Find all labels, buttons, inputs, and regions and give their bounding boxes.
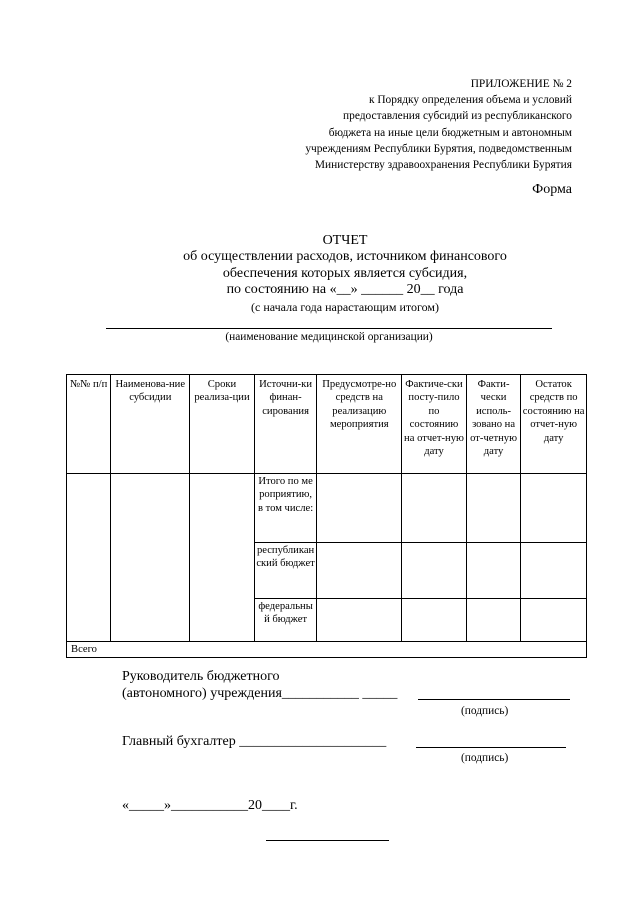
total-row [67, 642, 587, 658]
report-subtitle: (с начала года нарастающим итогом) [251, 299, 439, 314]
table-header-row [67, 375, 587, 474]
table-cell [402, 474, 467, 543]
organization-name-caption: (наименование медицинской организации) [225, 331, 433, 343]
table-cell [466, 474, 521, 543]
table-cell [402, 599, 467, 642]
signature-caption: (подпись) [461, 752, 509, 764]
source-cell: Итого по мероприятию, в том числе: [254, 474, 317, 543]
director-signature-line [418, 699, 570, 700]
table-cell [402, 543, 467, 599]
form-label: Форма [532, 182, 572, 197]
appendix-line: учреждениям Республики Бурятия, подведомственным [305, 142, 572, 155]
header-cell: Наименова-ние субсидии [111, 375, 190, 474]
appendix-line: бюджета на иные цели бюджетным и автономным [328, 126, 572, 139]
accountant-signature-line [416, 747, 566, 748]
table-cell [521, 474, 587, 543]
stamp-line [266, 840, 389, 841]
appendix-line: предоставления субсидий из республиканского [343, 110, 572, 123]
accountant-signature: Главный бухгалтер _____________________ [122, 734, 387, 749]
header-cell: Фактиче-ски посту-пило по состоянию на отчет-ную дату [402, 375, 467, 474]
date-line: «_____»___________20____г. [122, 798, 298, 813]
signature-caption: (подпись) [461, 705, 509, 717]
report-title-line: по состоянию на «__» ______ 20__ года [226, 282, 464, 298]
source-cell: федеральный бюджет [254, 599, 317, 642]
appendix-block [250, 76, 572, 173]
header-cell: Сроки реализа-ции [190, 375, 255, 474]
report-table [66, 374, 587, 658]
total-label: Всего [67, 642, 587, 658]
report-title-block [110, 232, 580, 315]
header-cell: Источни-ки финан-сирования [254, 375, 317, 474]
director-title-line2: (автономного) учреждения___________ _____ [122, 686, 398, 701]
header-cell: Факти-чески исполь-зовано на от-четную дату [466, 375, 521, 474]
director-signature-block [122, 668, 397, 702]
table-cell [67, 474, 111, 642]
header-cell: Остаток средств по состоянию на отчет-ную дату [521, 375, 587, 474]
report-title-line: обеспечения которых является субсидия, [222, 265, 468, 281]
source-cell: республиканский бюджет [254, 543, 317, 599]
table-cell [317, 599, 402, 642]
appendix-title: ПРИЛОЖЕНИЕ № 2 [470, 78, 572, 90]
table-cell [317, 474, 402, 543]
report-title: ОТЧЕТ [322, 233, 368, 248]
organization-name-line [106, 328, 552, 329]
table-cell [466, 543, 521, 599]
appendix-line: Министерству здравоохранения Республики Бурятия [314, 159, 572, 172]
table-cell [521, 599, 587, 642]
table-cell [466, 599, 521, 642]
table-cell [317, 543, 402, 599]
appendix-line: к Порядку определения объема и условий [368, 94, 572, 107]
table-cell [111, 474, 190, 642]
table-row [67, 474, 587, 543]
report-title-line: об осуществлении расходов, источником финансового [183, 249, 507, 264]
table-cell [190, 474, 255, 642]
header-cell: №№ п/п [67, 375, 111, 474]
table-cell [521, 543, 587, 599]
director-title-line1: Руководитель бюджетного [122, 669, 280, 684]
header-cell: Предусмотре-но средств на реализацию мероприятия [317, 375, 402, 474]
